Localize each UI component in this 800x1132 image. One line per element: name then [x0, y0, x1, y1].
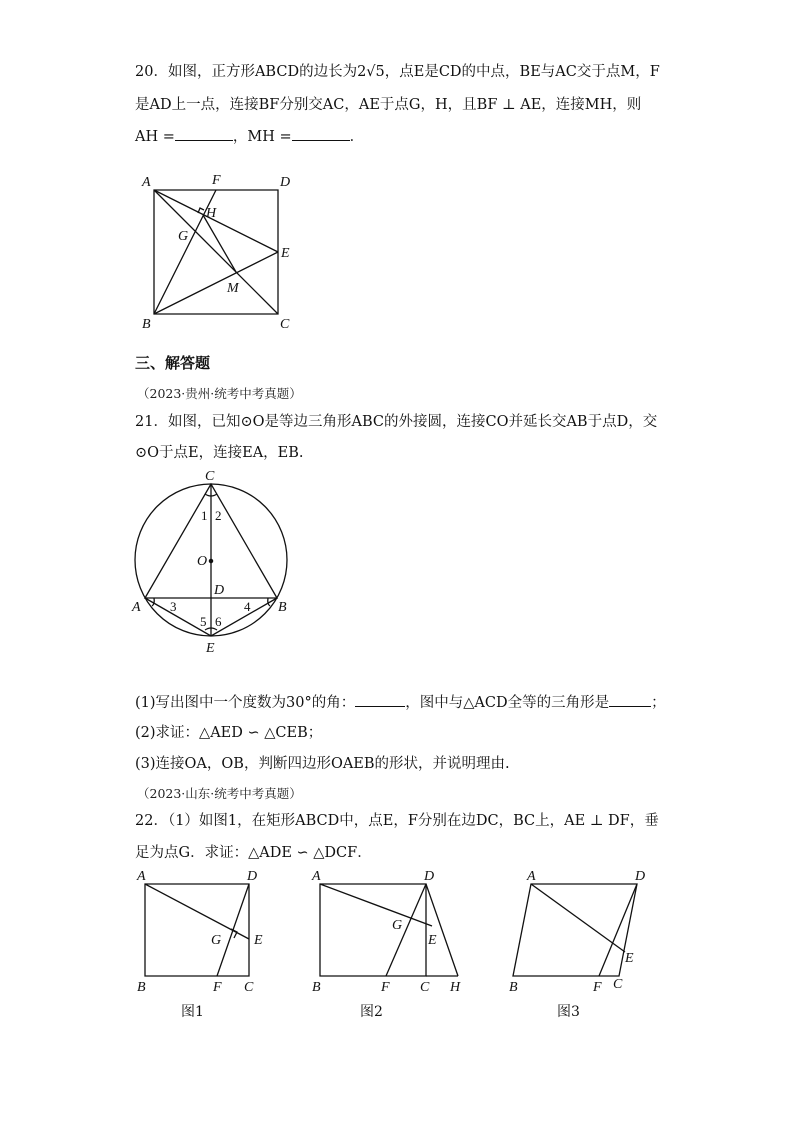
fig1-caption: 图1: [181, 1004, 204, 1020]
q21-label-e: E: [206, 641, 215, 656]
q21-angle-3: 3: [170, 599, 177, 614]
fig3-line-ae: [531, 884, 625, 952]
q20-line2: 是AD上一点，连接BF分别交AC，AE于点G，H，且BF ⊥ AE，连接MH，则: [135, 97, 642, 113]
fig1-label-f: F: [213, 980, 222, 995]
q20-line-ae: [154, 190, 278, 252]
fig3-label-f: F: [593, 980, 602, 995]
q20-label-g: G: [178, 229, 189, 244]
section-title: 三、解答题: [135, 354, 211, 372]
q22-figure-2: [308, 866, 478, 1026]
fig2-label-a: A: [312, 869, 321, 884]
q21-source: （2023·贵州·统考中考真题）: [137, 386, 302, 401]
q20-right-angle: [198, 208, 204, 213]
fig1-label-c: C: [244, 980, 254, 995]
fig2-label-c: C: [420, 980, 430, 995]
q22-line1: 22．（1）如图1，在矩形ABCD中，点E，F分别在边DC，BC上，AE ⊥ DF，垂: [135, 813, 659, 829]
fig3-label-c: C: [613, 977, 623, 992]
q20-label-d: D: [280, 175, 291, 190]
q20-line1: 20．如图，正方形ABCD的边长为2√5，点E是CD的中点，BE与AC交于点M，F: [135, 64, 660, 80]
q21-center-dot: [209, 559, 212, 562]
fig3-label-d: D: [635, 869, 646, 884]
q20-label-h: H: [206, 206, 217, 221]
fig3-label-b: B: [509, 980, 518, 995]
q20-label-m: M: [227, 281, 239, 296]
fig2-line-ae: [320, 884, 432, 926]
q21-label-d: D: [214, 583, 225, 598]
fig2-caption: 图2: [360, 1004, 383, 1020]
q21-angle-4: 4: [244, 599, 251, 614]
fig2-label-b: B: [312, 980, 321, 995]
q21-part3: (3)连接OA，OB，判断四边形OAEB的形状，并说明理由.: [135, 756, 510, 772]
fig1-label-e: E: [254, 933, 263, 948]
fig3-label-a: A: [527, 869, 536, 884]
fig2-line-dh: [426, 884, 458, 976]
fig3-label-e: E: [625, 951, 634, 966]
q21-line2: ⊙O于点E，连接EA，EB.: [135, 445, 304, 461]
q21-blank-1[interactable]: [355, 692, 405, 707]
fig2-label-e: E: [428, 933, 437, 948]
q20-mh-label: ，MH =: [232, 129, 292, 145]
fig2-label-h: H: [450, 980, 461, 995]
q21-line1: 21．如图，已知⊙O是等边三角形ABC的外接圆，连接CO并延长交AB于点D，交: [135, 414, 658, 430]
q20-label-a: A: [142, 175, 151, 190]
q20-label-b: B: [142, 317, 151, 332]
q20-label-f: F: [212, 173, 221, 188]
q21-angle-6: 6: [215, 614, 222, 629]
fig2-label-g: G: [392, 918, 403, 933]
q21-angle-2: 2: [215, 508, 222, 523]
q21-angle-1: 1: [201, 508, 208, 523]
q21-label-a: A: [132, 600, 141, 615]
q21-part1-a: (1)写出图中一个度数为30°的角：: [135, 695, 356, 711]
fig1-label-a: A: [137, 869, 146, 884]
q21-label-c: C: [205, 469, 215, 484]
q20-label-c: C: [280, 317, 290, 332]
q21-part2: (2)求证：△AED ∽ △CEB；: [135, 725, 323, 741]
fig1-label-b: B: [137, 980, 146, 995]
q21-label-o: O: [197, 554, 208, 569]
q21-figure: [128, 468, 298, 658]
q21-angle-5: 5: [200, 614, 207, 629]
fig1-label-d: D: [247, 869, 258, 884]
q20-label-e: E: [281, 246, 290, 261]
q21-blank-2[interactable]: [609, 692, 651, 707]
q22-line2: 足为点G．求证：△ADE ∽ △DCF．: [135, 845, 372, 861]
q20-figure: [140, 170, 310, 335]
fig2-rectangle: [320, 884, 426, 976]
q21-part1: [135, 692, 666, 713]
q22-figure-3: [505, 866, 665, 1026]
q20-ah-blank[interactable]: [175, 126, 233, 141]
fig2-label-f: F: [381, 980, 390, 995]
q22-figure-1: [133, 866, 283, 1026]
fig2-label-d: D: [424, 869, 435, 884]
q21-label-b: B: [278, 600, 287, 615]
q20-ah-label: AH =: [135, 129, 175, 145]
q20-mh-blank[interactable]: [292, 126, 350, 141]
fig1-label-g: G: [211, 933, 222, 948]
q20-line-be: [154, 252, 278, 314]
q20-end: ．: [349, 129, 365, 145]
q21-part1-c: ；: [651, 695, 666, 711]
q21-part1-b: ，图中与△ACD全等的三角形是: [405, 695, 610, 711]
q22-source: （2023·山东·统考中考真题）: [137, 786, 302, 801]
q20-line3: [135, 126, 364, 147]
fig3-caption: 图3: [557, 1004, 580, 1020]
